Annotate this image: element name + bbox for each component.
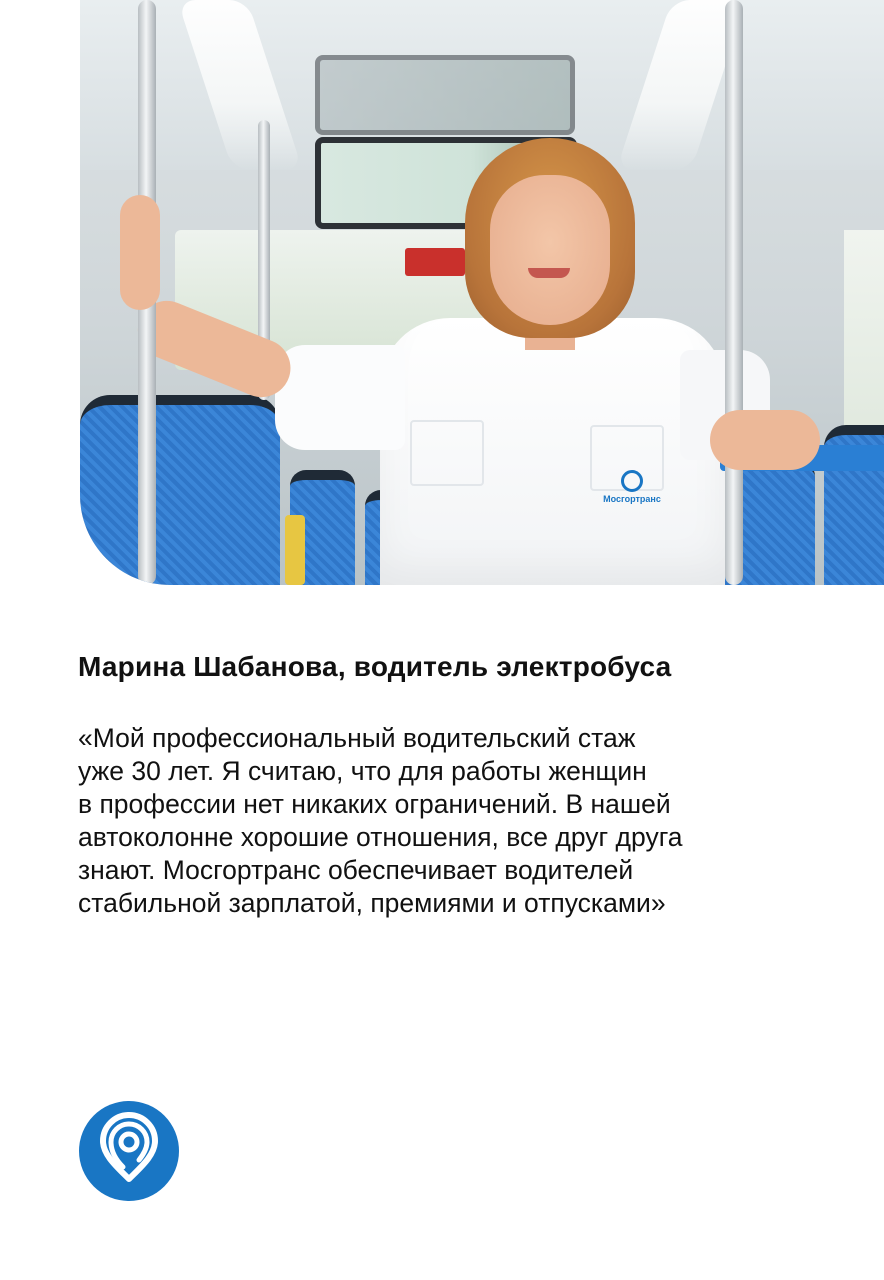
driver-face [490,175,610,325]
handrail-pole [725,0,743,585]
shirt-logo [602,470,662,518]
red-sign [405,248,465,276]
quote-line: «Мой профессиональный водительский стаж [78,723,636,753]
info-display-top [315,55,575,135]
driver-lips [528,268,570,278]
shirt-logo-text: Мосгортранс [603,494,661,504]
mosgortrans-logo-icon [79,1101,179,1201]
driver-arm-right [710,410,820,470]
person-name-role: Марина Шабанова, водитель электробуса [78,651,672,682]
hero-photo [80,0,884,585]
quote [78,722,778,920]
bus-seat [80,395,280,585]
quote-line: уже 30 лет. Я считаю, что для работы женщин [78,756,647,786]
quote-line: стабильной зарплатой, премиями и отпусками» [78,888,666,918]
yellow-post [285,515,305,585]
mosgortrans-mini-icon [621,470,643,492]
quote-line: автоколонне хорошие отношения, все друг друга [78,822,683,852]
shirt-pocket-left [410,420,484,486]
quote-line: знают. Мосгортранс обеспечивает водителей [78,855,634,885]
driver-hand-left [120,195,160,310]
shirt-sleeve-left [275,345,405,450]
quote-line: в профессии нет никаких ограничений. В нашей [78,789,671,819]
